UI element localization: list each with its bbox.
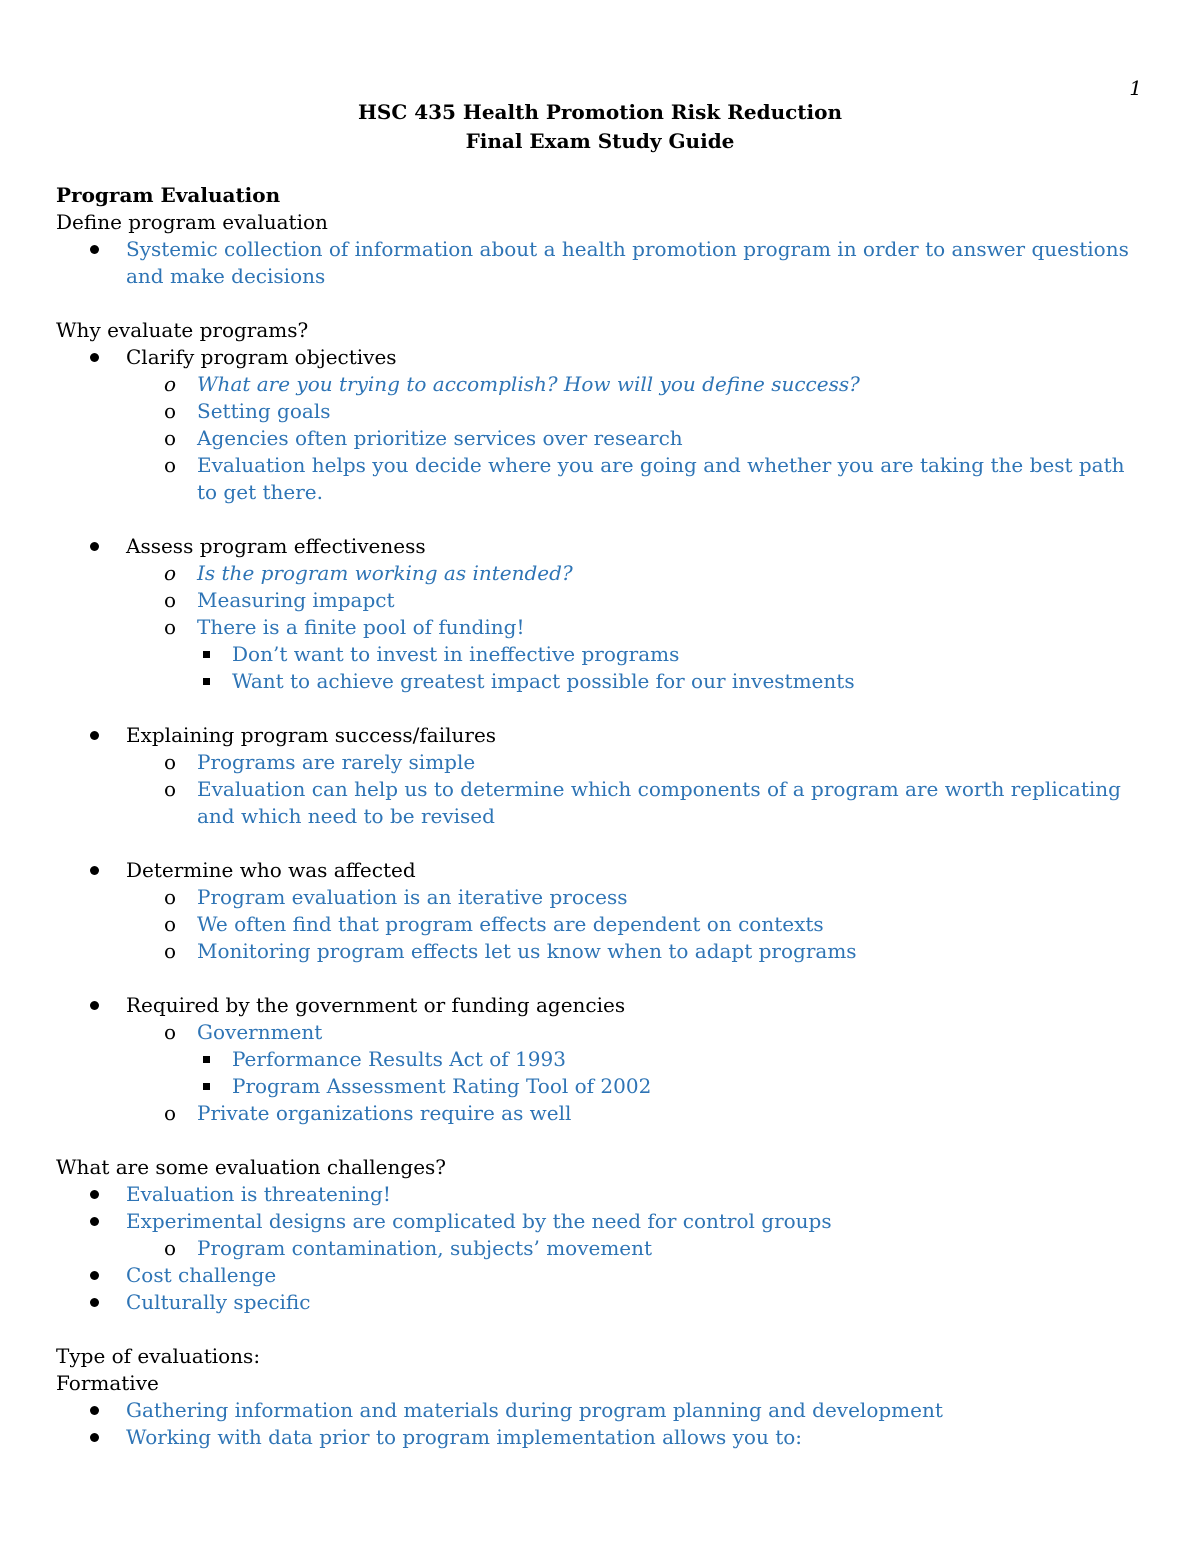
list-item: Culturally specific <box>56 1289 1146 1316</box>
list-item: Gathering information and materials during program planning and development <box>56 1397 1146 1424</box>
bullet-icon <box>84 1262 104 1289</box>
list-item: Experimental designs are complicated by the need for control groups <box>56 1208 1146 1235</box>
bullet-icon <box>84 1289 104 1316</box>
circle-bullet-icon: o <box>163 777 177 801</box>
define-list <box>56 236 1146 290</box>
circle-bullet-icon: o <box>163 885 177 909</box>
types-label: Type of evaluations: <box>56 1344 261 1368</box>
list-item: Assess program effectiveness <box>56 533 1146 560</box>
list-item: Determine who was affected <box>56 857 1146 884</box>
bullet-icon <box>84 344 104 371</box>
list-item: o Evaluation helps you decide where you are going and whether you are taking the best path to get there. <box>56 452 1146 506</box>
bullet-icon <box>84 533 104 560</box>
circle-bullet-icon: o <box>163 1101 177 1125</box>
square-bullet-icon <box>196 1073 216 1100</box>
circle-bullet-icon: o <box>163 939 177 963</box>
circle-bullet-icon: o <box>163 426 177 450</box>
list-item: o Program evaluation is an iterative process <box>56 884 1146 911</box>
circle-bullet-icon: o <box>163 1020 177 1044</box>
why-list <box>56 344 1146 506</box>
list-item: Cost challenge <box>56 1262 1146 1289</box>
document-body <box>56 182 1146 1451</box>
list-item: o Setting goals <box>56 398 1146 425</box>
challenges-label: What are some evaluation challenges? <box>56 1155 447 1179</box>
required-list <box>56 992 1146 1127</box>
formative-label: Formative <box>56 1371 159 1395</box>
circle-bullet-icon: o <box>163 453 177 477</box>
bullet-icon <box>84 1181 104 1208</box>
square-bullet-icon <box>196 641 216 668</box>
bullet-icon <box>84 857 104 884</box>
square-bullet-icon <box>196 1046 216 1073</box>
list-item: Performance Results Act of 1993 <box>56 1046 1146 1073</box>
list-item: o Monitoring program effects let us know when to adapt programs <box>56 938 1146 965</box>
list-item: Clarify program objectives <box>56 344 1146 371</box>
list-item: Working with data prior to program implementation allows you to: <box>56 1424 1146 1451</box>
document-title <box>0 98 1200 156</box>
list-item: o What are you trying to accomplish? How will you define success? <box>56 371 1146 398</box>
determine-list <box>56 857 1146 965</box>
circle-bullet-icon: o <box>163 1236 177 1260</box>
formative-list <box>56 1397 1146 1451</box>
list-item: o Evaluation can help us to determine which components of a program are worth replicating and which need to be revised <box>56 776 1146 830</box>
define-label: Define program evaluation <box>56 210 328 234</box>
square-bullet-icon <box>196 668 216 695</box>
list-item: Evaluation is threatening! <box>56 1181 1146 1208</box>
page-number: 1 <box>1129 76 1142 100</box>
circle-bullet-icon: o <box>163 615 177 639</box>
assess-list <box>56 533 1146 695</box>
bullet-icon <box>84 1397 104 1424</box>
list-item: o Measuring impapct <box>56 587 1146 614</box>
explain-list <box>56 722 1146 830</box>
why-label: Why evaluate programs? <box>56 318 309 342</box>
section-heading: Program Evaluation <box>56 183 281 207</box>
list-item: Explaining program success/failures <box>56 722 1146 749</box>
list-item: Systemic collection of information about a health promotion program in order to answer questions and make decisions <box>56 236 1146 290</box>
list-item: o There is a finite pool of funding! <box>56 614 1146 641</box>
list-item: Program Assessment Rating Tool of 2002 <box>56 1073 1146 1100</box>
list-item: o Is the program working as intended? <box>56 560 1146 587</box>
title-line-2: Final Exam Study Guide <box>465 129 735 153</box>
circle-bullet-icon: o <box>163 561 177 585</box>
bullet-icon <box>84 236 104 263</box>
list-item: o Programs are rarely simple <box>56 749 1146 776</box>
circle-bullet-icon: o <box>163 372 177 396</box>
bullet-icon <box>84 1208 104 1235</box>
bullet-icon <box>84 1424 104 1451</box>
list-item: Required by the government or funding agencies <box>56 992 1146 1019</box>
list-item: o Program contamination, subjects’ movement <box>56 1235 1146 1262</box>
bullet-icon <box>84 992 104 1019</box>
title-line-1: HSC 435 Health Promotion Risk Reduction <box>357 100 842 124</box>
list-item: o We often find that program effects are dependent on contexts <box>56 911 1146 938</box>
list-item: o Government <box>56 1019 1146 1046</box>
circle-bullet-icon: o <box>163 399 177 423</box>
challenges-list <box>56 1181 1146 1316</box>
list-item: Don’t want to invest in ineffective programs <box>56 641 1146 668</box>
circle-bullet-icon: o <box>163 588 177 612</box>
list-item: Want to achieve greatest impact possible for our investments <box>56 668 1146 695</box>
list-item: o Agencies often prioritize services over research <box>56 425 1146 452</box>
bullet-icon <box>84 722 104 749</box>
list-item: o Private organizations require as well <box>56 1100 1146 1127</box>
circle-bullet-icon: o <box>163 750 177 774</box>
circle-bullet-icon: o <box>163 912 177 936</box>
